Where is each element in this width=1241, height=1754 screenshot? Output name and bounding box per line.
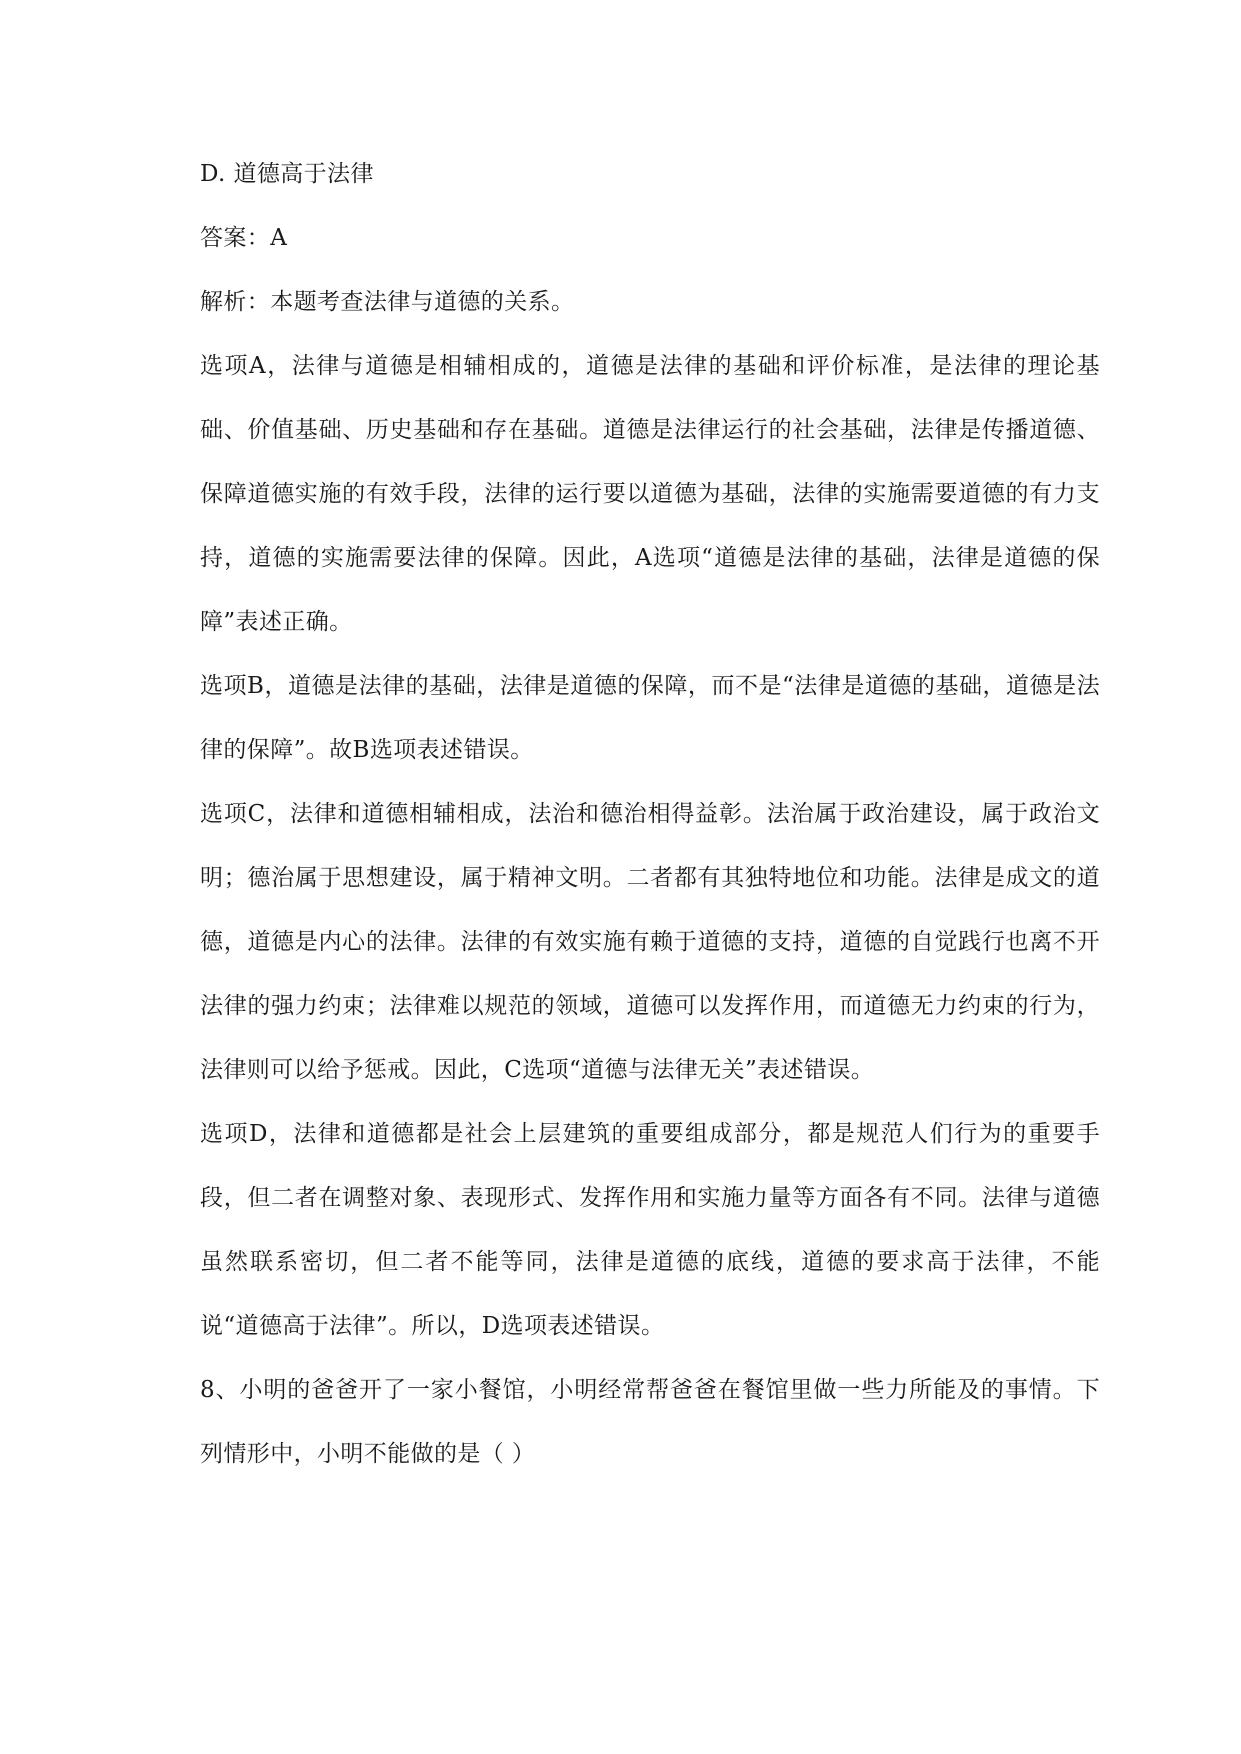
analysis-option-b: 选项B，道德是法律的基础，法律是道德的保障，而不是“法律是道德的基础，道德是法律的保障”。故B选项表述错误。: [200, 673, 1100, 763]
analysis-intro: 解析：本题考查法律与道德的关系。: [200, 289, 575, 315]
answer-line: 答案：A: [200, 225, 288, 251]
question-8: 8、小明的爸爸开了一家小餐馆，小明经常帮爸爸在餐馆里做一些力所能及的事情。下列情形中，小明不能做的是（ ）: [200, 1377, 1100, 1467]
document-body: [200, 142, 1100, 1486]
analysis-option-a: 选项A，法律与道德是相辅相成的，道德是法律的基础和评价标准，是法律的理论基础、价值基础、历史基础和存在基础。道德是法律运行的社会基础，法律是传播道德、保障道德实施的有效手段，法律的运行要以道德为基础，法律的实施需要道德的有力支持，道德的实施需要法律的保障。因此，A选项“道德是法律的基础，法律是道德的保障”表述正确。: [200, 353, 1100, 635]
analysis-option-c: 选项C，法律和道德相辅相成，法治和德治相得益彰。法治属于政治建设，属于政治文明；德治属于思想建设，属于精神文明。二者都有其独特地位和功能。法律是成文的道德，道德是内心的法律。法律的有效实施有赖于道德的支持，道德的自觉践行也离不开法律的强力约束；法律难以规范的领域，道德可以发挥作用，而道德无力约束的行为，法律则可以给予惩戒。因此，C选项“道德与法律无关”表述错误。: [200, 801, 1100, 1083]
option-d: D. 道德高于法律: [200, 161, 374, 187]
analysis-option-d: 选项D，法律和道德都是社会上层建筑的重要组成部分，都是规范人们行为的重要手段，但二者在调整对象、表现形式、发挥作用和实施力量等方面各有不同。法律与道德虽然联系密切，但二者不能等同，法律是道德的底线，道德的要求高于法律，不能说“道德高于法律”。所以，D选项表述错误。: [200, 1121, 1100, 1339]
